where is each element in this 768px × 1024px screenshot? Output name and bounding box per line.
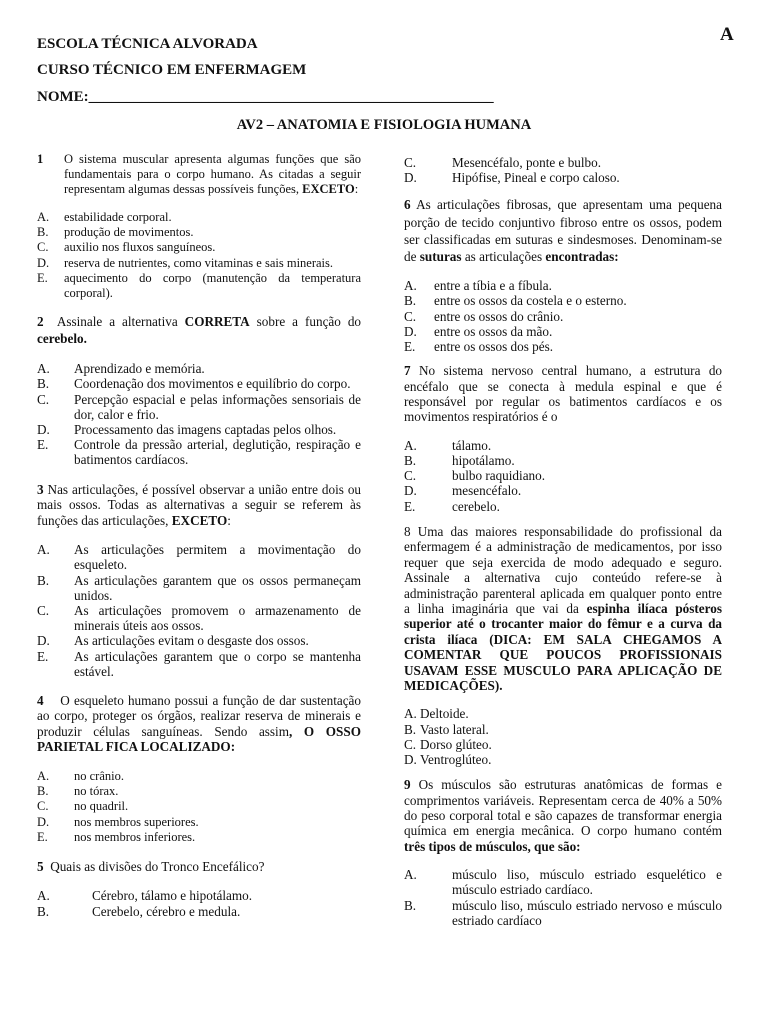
option-letter: A.: [404, 278, 417, 294]
option-text: Cerebelo, cérebro e medula.: [92, 903, 241, 919]
question-1-stem: [37, 152, 361, 197]
option-text: entre os ossos dos pés.: [434, 339, 554, 355]
option-text: bulbo raquidiano.: [452, 468, 546, 484]
option-letter: C.: [404, 736, 417, 752]
option-item: [404, 499, 722, 514]
option-letter: B.: [404, 721, 417, 737]
option-item: [37, 210, 361, 225]
stem-text-2: sobre a função do: [256, 314, 362, 330]
question-5: [37, 859, 361, 919]
question-4-options: [37, 769, 361, 845]
stem-emphasis-2: cerebelo.: [37, 331, 87, 347]
option-text: cerebelo.: [452, 498, 500, 514]
stem-emphasis: , O OSSO PARIETAL FICA LOCALIZADO:: [37, 723, 361, 755]
stem-text: No sistema nervoso central humano, a estrutura do encéfalo que se conecta à medula espinal e que é responsável por regular os batimentos cardíacos e os movimentos respiratórios é o: [404, 363, 723, 425]
question-6-stem: [404, 196, 722, 265]
option-item: [404, 867, 722, 897]
question-number: 5: [37, 858, 44, 874]
option-item: [37, 904, 361, 919]
option-text: Hipófise, Pineal e corpo caloso.: [452, 170, 620, 186]
option-letter: D.: [404, 483, 417, 499]
option-item: [404, 483, 722, 498]
option-letter: C.: [37, 799, 49, 814]
option-letter: D.: [404, 751, 417, 767]
option-text: mesencéfalo.: [452, 483, 522, 499]
question-1-options: [37, 210, 361, 301]
stem-end: :: [227, 512, 231, 528]
stem-text: Quais as divisões do Tronco Encefálico?: [50, 858, 265, 874]
course-name: CURSO TÉCNICO EM ENFERMAGEM: [37, 62, 307, 78]
question-5-options-left: [37, 888, 361, 918]
question-3-stem: [37, 482, 361, 529]
question-2-stem: [37, 313, 361, 347]
option-text: entre os ossos da costela e o esterno.: [434, 293, 627, 309]
option-item: [37, 240, 361, 255]
option-text: músculo liso, músculo estriado nervoso e músculo estriado cardíaco: [452, 897, 722, 928]
option-text: produção de movimentos.: [64, 225, 194, 240]
option-letter: D.: [404, 170, 417, 186]
option-item: [404, 324, 722, 339]
option-text: As articulações permitem a movimentação do esqueleto.: [74, 542, 361, 573]
option-item: [404, 309, 722, 324]
option-item: [404, 706, 722, 721]
stem-emphasis: EXCETO: [171, 512, 228, 528]
option-item: [404, 752, 722, 767]
option-text: no quadril.: [74, 799, 129, 814]
option-text: tálamo.: [452, 437, 492, 453]
stem-text: Nas articulações, é possível observar a união entre dois ou mais ossos. Todas as alternativas a seguir se referem às funções das articulações,: [37, 481, 362, 528]
stem-text: Os músculos são estruturas anatômicas de formas e comprimentos variáveis. Representam cerca de 40% a 50% do peso corporal total e são capazes de transformar energia química em energia mecânica. O corpo humano contém: [404, 777, 723, 839]
option-text: Aprendizado e memória.: [74, 361, 205, 377]
option-text: entre os ossos do crânio.: [434, 308, 564, 324]
option-letter: D.: [37, 422, 50, 438]
stem-text: As articulações fibrosas, que apresentam uma pequena porção de tecido conjuntivo fibroso entre os ossos, podem ser classificadas em suturas e sindesmoses. Denominam-se de: [404, 197, 722, 265]
stem-emphasis: espinha ilíaca pósteros superior até o trocanter maior do fêmur e a curva da crista ilíaca (DICA: EM SALA CHEGAMOS A COMENTAR QUE POUCOS PROFISSIONAIS USAVAM ESSE MUSCULO PARA APLICAÇÃO DE MEDICAÇÕES).: [404, 600, 722, 693]
option-text: Cérebro, tálamo e hipotálamo.: [92, 888, 253, 904]
option-item: [404, 468, 722, 483]
option-letter: C.: [404, 155, 417, 170]
option-text: Vasto lateral.: [420, 721, 489, 737]
option-item: [37, 603, 361, 633]
question-number: 4: [37, 692, 44, 708]
option-letter: A.: [37, 542, 50, 558]
option-item: [37, 542, 361, 572]
question-7-options: [404, 438, 722, 514]
option-letter: B.: [37, 376, 50, 392]
option-text: Dorso glúteo.: [420, 736, 492, 752]
option-text: hipotálamo.: [452, 453, 515, 469]
option-text: nos membros inferiores.: [74, 829, 196, 844]
question-4-stem: [37, 693, 361, 755]
stem-emphasis: três tipos de músculos, que são:: [404, 838, 581, 854]
question-5-stem: [37, 859, 361, 875]
option-letter: A.: [404, 867, 417, 883]
question-3: [37, 482, 361, 679]
option-letter: B.: [37, 225, 49, 240]
stem-text: O sistema muscular apresenta algumas funções que são fundamentais para o corpo humano. As citadas a seguir representam algumas dessas possíveis funções,: [64, 152, 361, 196]
question-number: 8: [404, 523, 411, 539]
option-letter: A.: [37, 888, 50, 904]
option-letter: A.: [37, 210, 50, 224]
right-column: [404, 155, 722, 928]
question-6: [404, 196, 722, 354]
option-letter: D.: [37, 814, 50, 829]
student-name-line: NOME:______________________________________________________: [37, 89, 494, 105]
option-letter: B.: [37, 903, 50, 919]
stem-text: Uma das maiores responsabilidade do profissional da enfermagem é a administração de medicamentos, por isso requer que seja exercida de modo adequado e seguro. Assinale a alternativa cujo conteúdo refere-se à administração parenteral aplicada em qualquer ponto entre a linha imaginária que vai da: [404, 523, 723, 616]
option-item: [37, 392, 361, 422]
option-text: músculo liso, músculo estriado esquelético e músculo estriado cardíaco.: [452, 867, 722, 898]
option-item: [404, 155, 722, 170]
option-text: entre a tíbia e a fíbula.: [434, 278, 552, 294]
option-letter: E.: [37, 437, 49, 453]
question-number: 7: [404, 363, 411, 379]
stem-emphasis: CORRETA: [184, 314, 250, 330]
option-text: As articulações promovem o armazenamento de minerais úteis aos ossos.: [74, 602, 361, 634]
option-item: [404, 453, 722, 468]
option-item: [37, 256, 361, 271]
option-letter: A.: [37, 768, 50, 783]
option-letter: E.: [404, 339, 416, 355]
option-item: [37, 422, 361, 437]
option-text: Coordenação dos movimentos e equilíbrio do corpo.: [74, 376, 351, 392]
option-item: [37, 649, 361, 679]
question-number: 3: [37, 481, 44, 497]
option-letter: A.: [404, 437, 417, 453]
question-9-options: [404, 867, 722, 928]
option-text: As articulações garantem que os ossos permaneçam unidos.: [74, 572, 361, 603]
question-5-options-right: [404, 155, 722, 185]
question-9-stem: [404, 777, 722, 854]
question-number: 2: [37, 314, 44, 330]
question-number: 9: [404, 777, 411, 793]
option-item: [37, 437, 361, 467]
option-letter: E.: [37, 648, 49, 664]
option-letter: C.: [37, 602, 50, 618]
left-column: [37, 152, 361, 919]
option-letter: D.: [404, 323, 417, 339]
question-8: [404, 524, 722, 767]
option-item: [37, 271, 361, 301]
option-letter: C.: [404, 308, 417, 324]
stem-end: :: [354, 182, 359, 196]
exam-title: AV2 – ANATOMIA E FISIOLOGIA HUMANA: [236, 117, 532, 133]
option-letter: C.: [37, 240, 49, 255]
option-item: [37, 815, 361, 830]
question-8-stem: [404, 524, 722, 693]
option-letter: B.: [404, 453, 417, 469]
option-letter: B.: [404, 897, 417, 913]
option-item: [404, 278, 722, 293]
option-text: Percepção espacial e pelas informações sensoriais de dor, calor e frio.: [74, 391, 361, 422]
option-letter: E.: [404, 498, 416, 514]
option-text: As articulações garantem que o corpo se mantenha estável.: [74, 648, 361, 679]
option-item: [37, 225, 361, 240]
question-7: [404, 363, 722, 514]
stem-emphasis-2: encontradas:: [545, 249, 619, 265]
option-text: Ventroglúteo.: [420, 751, 492, 767]
option-item: [37, 376, 361, 391]
option-text: As articulações evitam o desgaste dos ossos.: [74, 633, 309, 649]
option-item: [37, 784, 361, 799]
option-letter: B.: [404, 293, 417, 309]
option-text: Processamento das imagens captadas pelos olhos.: [74, 422, 337, 438]
option-letter: C.: [37, 391, 50, 407]
option-item: [37, 830, 361, 845]
option-text: aquecimento do corpo (manutenção da temperatura corporal).: [64, 270, 361, 301]
question-6-options: [404, 278, 722, 354]
option-item: [404, 737, 722, 752]
stem-text-2: as articulações: [464, 249, 543, 265]
option-text: no tórax.: [74, 784, 119, 799]
option-letter: D.: [37, 633, 50, 649]
school-name: ESCOLA TÉCNICA ALVORADA: [37, 36, 258, 52]
stem-emphasis: EXCETO: [302, 182, 355, 196]
option-text: Controle da pressão arterial, deglutição, respiração e batimentos cardíacos.: [74, 437, 361, 468]
option-item: [404, 722, 722, 737]
question-3-options: [37, 542, 361, 679]
option-letter: B.: [37, 784, 49, 799]
exam-version-letter: A: [720, 24, 734, 45]
question-9: [404, 777, 722, 928]
question-number: 1: [37, 152, 44, 166]
question-4: [37, 693, 361, 845]
option-letter: E.: [37, 270, 48, 285]
stem-text: O esqueleto humano possui a função de dar sustentação ao corpo, proteger os órgãos, realizar reserva de minerais e produzir células sanguíneas. Sendo assim: [37, 692, 362, 739]
option-item: [404, 339, 722, 354]
stem-text: Assinale a alternativa: [56, 314, 178, 330]
option-text: Mesencéfalo, ponte e bulbo.: [452, 155, 602, 170]
question-1: [37, 152, 361, 301]
option-text: entre os ossos da mão.: [434, 323, 553, 339]
option-text: auxilio nos fluxos sanguíneos.: [64, 240, 216, 255]
question-2: [37, 313, 361, 467]
option-item: [37, 799, 361, 814]
option-letter: A.: [37, 361, 50, 377]
option-letter: A.: [404, 706, 417, 722]
question-8-options: [404, 706, 722, 767]
option-item: [37, 361, 361, 376]
option-letter: D.: [37, 255, 50, 270]
option-text: estabilidade corporal.: [64, 210, 172, 224]
option-text: nos membros superiores.: [74, 814, 199, 829]
option-letter: E.: [37, 829, 48, 844]
question-number: 6: [404, 197, 411, 213]
question-2-options: [37, 361, 361, 467]
option-text: Deltoide.: [420, 706, 469, 722]
option-item: [37, 769, 361, 784]
option-item: [404, 170, 722, 185]
option-item: [404, 898, 722, 928]
option-letter: C.: [404, 468, 417, 484]
option-item: [37, 573, 361, 603]
option-item: [404, 293, 722, 308]
option-text: reserva de nutrientes, como vitaminas e sais minerais.: [64, 255, 334, 270]
option-letter: B.: [37, 572, 50, 588]
stem-emphasis: suturas: [419, 249, 462, 265]
option-item: [404, 438, 722, 453]
question-7-stem: [404, 363, 722, 425]
option-item: [37, 633, 361, 648]
option-item: [37, 888, 361, 903]
option-text: no crânio.: [74, 768, 124, 783]
